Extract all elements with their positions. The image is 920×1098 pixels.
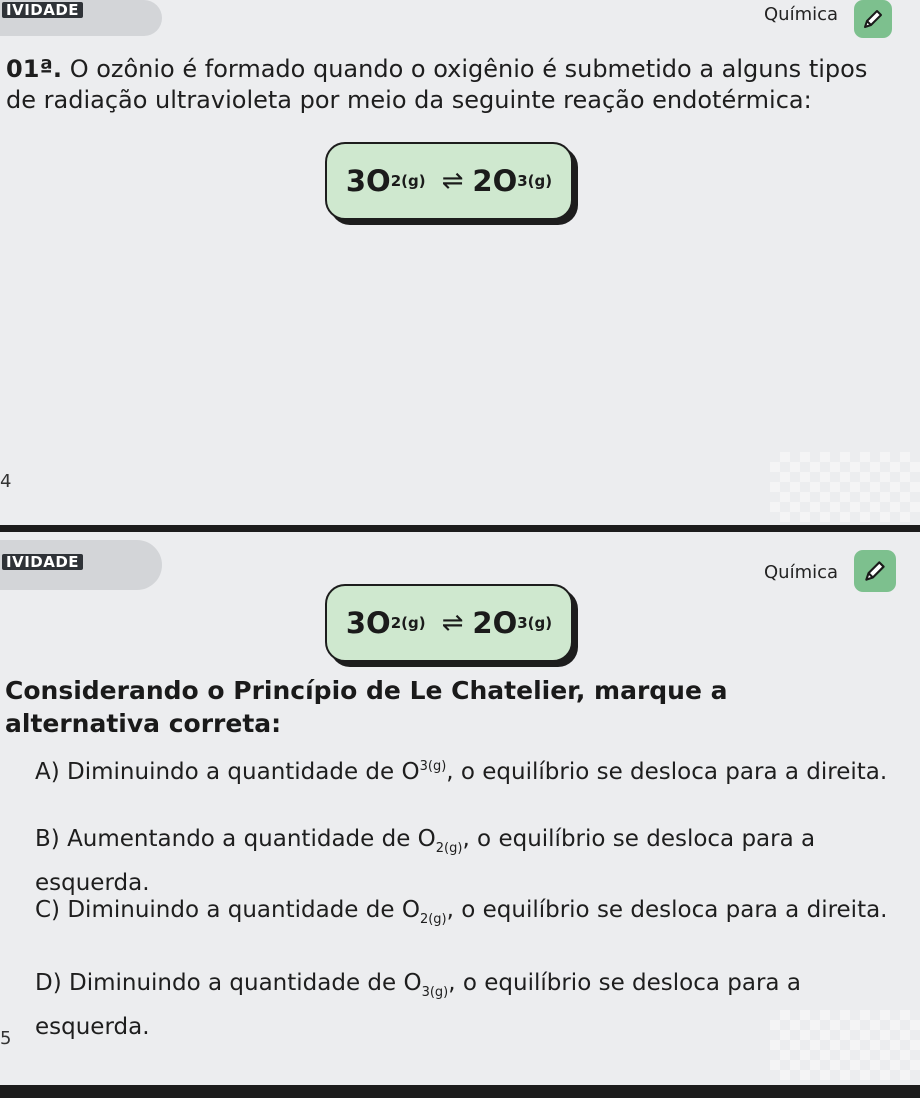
option-b-text-end: , o equilíbrio se desloca para a esquerda. — [35, 826, 816, 896]
activity-tag-label: IVIDADE — [2, 554, 83, 570]
option-c-formula-index: 2(g) — [419, 912, 447, 927]
option-a-text: A) Diminuindo a quantidade de O — [35, 759, 420, 785]
worksheet-page-1 — [0, 0, 920, 525]
equation-box — [325, 584, 573, 662]
activity-tag-label: IVIDADE — [2, 2, 83, 18]
question-text — [6, 54, 876, 116]
option-b-formula-index: 2(g) — [435, 841, 463, 856]
activity-tag — [0, 0, 162, 36]
subject-label: Química — [764, 4, 839, 25]
pencil-icon — [854, 550, 896, 592]
subject-label: Química — [764, 562, 839, 583]
equation-reactant: 3O — [345, 164, 391, 198]
pencil-icon — [854, 0, 892, 38]
equation-reactant-subscript: 2(g) — [390, 172, 426, 190]
equation-product-subscript: 3(g) — [517, 614, 553, 632]
equation-product: 2O — [472, 164, 518, 198]
option-d-text: D) Diminuindo a quantidade de O — [35, 970, 422, 996]
option-d-formula-index: 3(g) — [421, 985, 449, 1000]
question-prompt: Considerando o Princípio de Le Chatelier, marque a alternativa correta: — [5, 676, 728, 738]
question-number: 01ª. — [6, 55, 63, 83]
bottom-border — [0, 1085, 920, 1098]
decorative-pattern — [770, 452, 920, 522]
equation-box — [325, 142, 573, 220]
page-number: 4 — [0, 471, 12, 492]
option-a-formula-index: 3(g) — [419, 759, 447, 774]
page-number: 5 — [0, 1028, 12, 1049]
equilibrium-arrow: ⇌ — [441, 608, 464, 638]
option-c-text-end: , o equilíbrio se desloca para a direita. — [446, 897, 888, 923]
question-body: O ozônio é formado quando o oxigênio é submetido a alguns tipos de radiação ultravioleta por meio da seguinte reação endotérmica: — [6, 55, 868, 114]
equation-product-subscript: 3(g) — [517, 172, 553, 190]
option-a-text-end: , o equilíbrio se desloca para a direita. — [446, 759, 888, 785]
activity-tag — [0, 540, 162, 590]
option-d-text-end: , o equilíbrio se desloca para a esquerda. — [35, 970, 801, 1040]
option-b[interactable] — [35, 822, 890, 900]
equation-reactant-subscript: 2(g) — [390, 614, 426, 632]
option-c[interactable] — [35, 893, 890, 937]
decorative-pattern — [770, 1010, 920, 1080]
option-b-text: B) Aumentando a quantidade de O — [35, 826, 436, 852]
equation-product: 2O — [472, 606, 518, 640]
option-c-text: C) Diminuindo a quantidade de O — [35, 897, 420, 923]
worksheet-page-2 — [0, 532, 920, 1085]
page-divider — [0, 525, 920, 532]
equation-reactant: 3O — [345, 606, 391, 640]
option-a[interactable] — [35, 750, 890, 789]
equilibrium-arrow: ⇌ — [441, 166, 464, 196]
option-d[interactable] — [35, 966, 890, 1044]
